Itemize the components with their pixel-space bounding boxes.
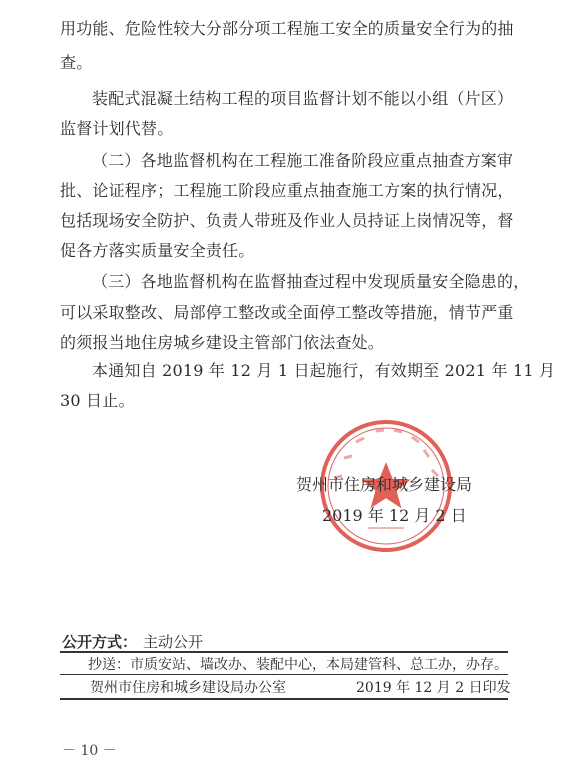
signature-date: 2019 年 12 月 2 日 xyxy=(322,506,467,525)
issuing-office: 贺州市住房和城乡建设局办公室 xyxy=(90,680,286,696)
cc-line: 抄送：市质安站、墙改办、装配中心，本局建管科、总工办，办存。 xyxy=(88,657,508,673)
disclosure-label: 公开方式： xyxy=(62,633,138,651)
body-line: 用功能、危险性较大分部分项工程施工安全的质量安全行为的抽 xyxy=(60,19,514,38)
body-line: 查。 xyxy=(60,53,93,72)
body-line: （三）各地监督机构在监督抽查过程中发现质量安全隐患的， xyxy=(92,272,530,291)
body-line: 包括现场安全防护、负责人带班及作业人员持证上岗情况等，督 xyxy=(60,211,514,230)
body-line: 装配式混凝土结构工程的项目监督计划不能以小组（片区） xyxy=(92,89,514,108)
disclosure-method xyxy=(62,631,203,652)
body-line: 本通知自 2019 年 12 月 1 日起施行，有效期至 2021 年 11 月 xyxy=(92,361,556,380)
issue-date: 2019 年 12 月 2 日印发 xyxy=(356,680,511,696)
footer-divider xyxy=(60,674,508,675)
body-line: 监督计划代替。 xyxy=(60,119,174,138)
body-line: 30 日止。 xyxy=(60,391,135,410)
footer-divider xyxy=(60,651,508,653)
body-line: （二）各地监督机构在工程施工准备阶段应重点抽查方案审 xyxy=(92,151,514,170)
disclosure-value: 主动公开 xyxy=(143,633,204,651)
footer-divider xyxy=(60,698,508,700)
page-number: － 10 － xyxy=(62,743,117,759)
body-line: 批、论证程序；工程施工阶段应重点抽查施工方案的执行情况， xyxy=(60,181,514,200)
body-line: 可以采取整改、局部停工整改或全面停工整改等措施，情节严重 xyxy=(60,303,514,322)
body-line: 促各方落实质量安全责任。 xyxy=(60,241,255,260)
body-line: 的须报当地住房城乡建设主管部门依法查处。 xyxy=(60,333,385,352)
signature-organization: 贺州市住房和城乡建设局 xyxy=(296,475,473,494)
